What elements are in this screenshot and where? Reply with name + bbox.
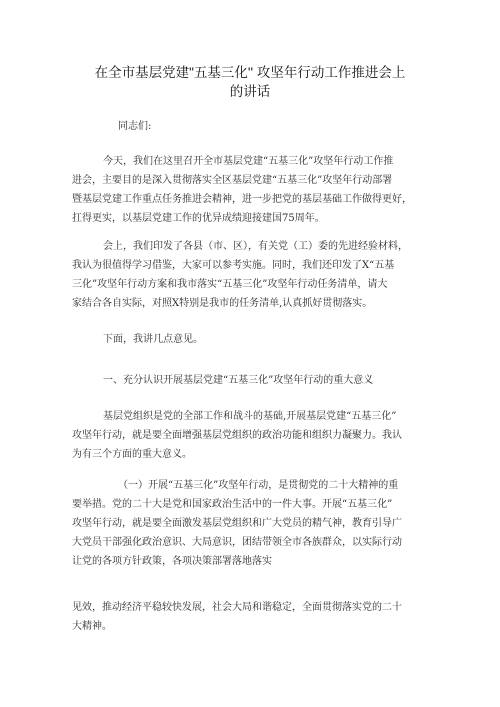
paragraph-line: （一）开展“五基三化”攻坚年行动，是贯彻党的二十大精神的重	[118, 480, 399, 491]
paragraph-line: 攻坚年行动，就是要全面激发基层党组织和广大党员的精气神，教育引导广	[72, 518, 402, 529]
paragraph-line: 见效，推动经济平稳较快发展，社会大局和谐稳定，全面贯彻落实党的二十	[72, 602, 402, 613]
paragraph-line: 暨基层党建工作重点任务推进会精神，进一步把党的基层基础工作做得更好，	[72, 194, 412, 205]
paragraph-line: 让党的各项方针政策，各项决策部署落地落实	[72, 556, 272, 567]
paragraph-intro: 下面，我讲几点意见。	[103, 334, 203, 345]
paragraph-line: 大党员干部强化政治意识、大局意识，团结带领全市各族群众，以实际行动	[72, 537, 402, 548]
paragraph-materials	[72, 237, 432, 313]
salutation: 同志们:	[118, 121, 152, 132]
paragraph-line: 我认为很值得学习借鉴，大家可以参考实施。同时，我们还印发了X“五基	[72, 260, 395, 271]
paragraph-line: 大精神。	[72, 621, 112, 632]
paragraph-opening	[72, 152, 432, 228]
paragraph-line: 要举措。党的二十大是党和国家政治生活中的一件大事。开展“五基三化”	[72, 499, 393, 510]
paragraph-line: 进会，主要目的是深入贯彻落实全区基层党建“五基三化”攻坚年行动部署	[72, 175, 393, 186]
paragraph-continuation	[72, 598, 432, 636]
paragraph-line: 攻坚年行动，就是要全面增强基层党组织的政治功能和组织力凝聚力。我认	[72, 430, 402, 441]
paragraph-line: 为有三个方面的重大意义。	[72, 449, 192, 460]
paragraph-line: 基层党组织是党的全部工作和战斗的基础,开展基层党建“五基三化”	[103, 411, 397, 422]
section-heading-1: 一、充分认识开展基层党建“五基三化”攻坚年行动的重大意义	[103, 375, 374, 386]
document-title-line-1: 在全市基层党建"五基三化'' 攻坚年行动工作推进会上	[94, 65, 406, 80]
paragraph-significance	[72, 407, 432, 464]
paragraph-line: 家结合各自实际，对照X特别是我市的任务清单,认真抓好贯彻落实。	[72, 298, 373, 309]
paragraph-line: 会上，我们印发了各县（市、区），有关党（工）委的先进经验材料，	[103, 241, 408, 252]
paragraph-line: 三化”攻坚年行动方案和我市落实“五基三化”攻坚年行动任务清单，请大	[72, 279, 388, 290]
document-title-line-2: 的讲话	[229, 84, 271, 99]
paragraph-line: 今天，我们在这里召开全市基层党建“五基三化”攻坚年行动工作推	[103, 156, 394, 167]
paragraph-line: 扛得更实，以基层党建工作的优异成绩迎接建国75周年。	[72, 213, 325, 224]
paragraph-point-1	[72, 476, 432, 571]
